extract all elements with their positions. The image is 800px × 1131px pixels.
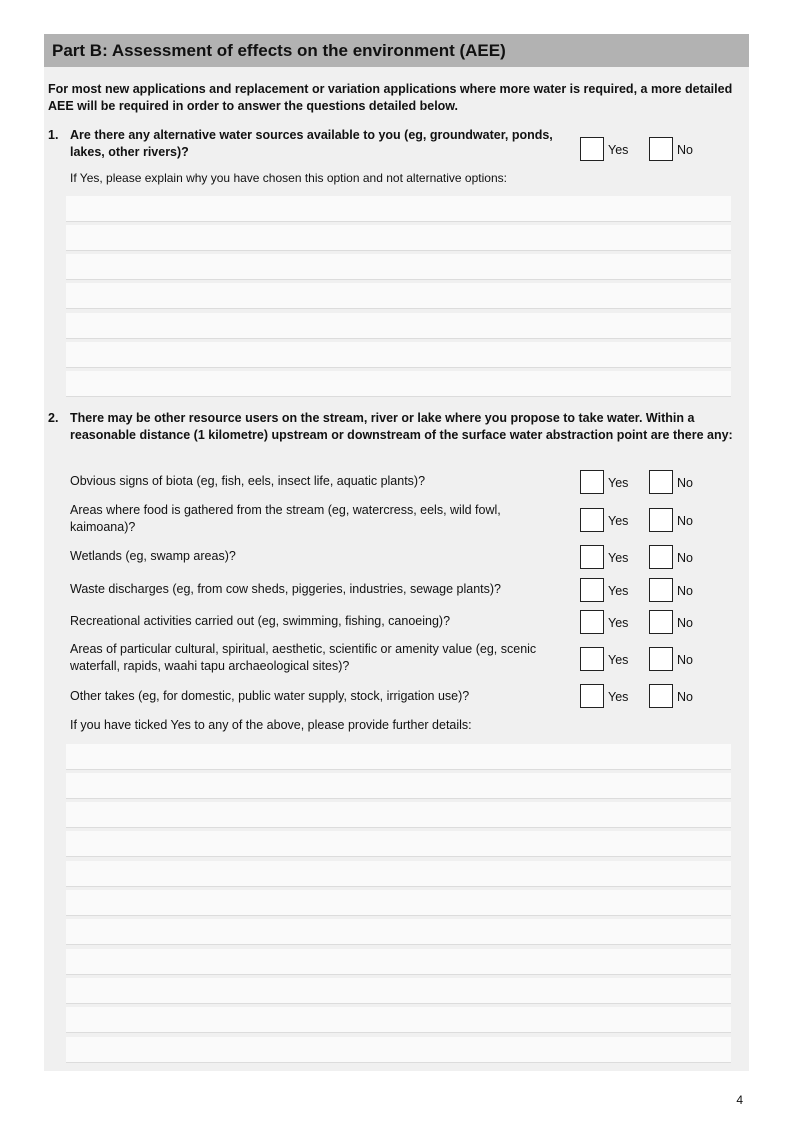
q2-item-yes-label: Yes [608,514,629,528]
section-title: Part B: Assessment of effects on the environment (AEE) [44,34,749,67]
q1-answer-line[interactable] [66,342,731,368]
q1-answer-line[interactable] [66,313,731,339]
q2-answer-line[interactable] [66,861,731,887]
q2-item-no-checkbox[interactable] [649,578,673,602]
q2-item-no-checkbox[interactable] [649,508,673,532]
q2-item-no-checkbox[interactable] [649,647,673,671]
q2-item-no-label: No [677,551,693,565]
intro-text: For most new applications and replacement or variation applications where more water is required, a more detailed AEE will be required in order to answer the questions detailed below. [48,82,733,113]
q1-followup: If Yes, please explain why you have chosen this option and not alternative options: [70,171,507,185]
q2-item-no-label: No [677,653,693,667]
q2-item-label: Areas where food is gathered from the stream (eg, watercress, eels, wild fowl, kaimoana)? [70,503,501,534]
q2-item-yes-checkbox[interactable] [580,470,604,494]
q2-item-no-checkbox[interactable] [649,610,673,634]
q1-answer-line[interactable] [66,283,731,309]
q2-answer-line[interactable] [66,802,731,828]
q2-item-no-checkbox[interactable] [649,684,673,708]
q2-item-yes-label: Yes [608,616,629,630]
q2-answer-line[interactable] [66,978,731,1004]
q2-item-label: Recreational activities carried out (eg, swimming, fishing, canoeing)? [70,614,451,628]
q2-item-label: Waste discharges (eg, from cow sheds, piggeries, industries, sewage plants)? [70,582,501,596]
q2-item-no-checkbox[interactable] [649,470,673,494]
q1-no-label: No [677,143,693,157]
page-number: 4 [736,1093,743,1107]
q2-item-no-label: No [677,514,693,528]
q2-item-no-label: No [677,616,693,630]
q2-answer-line[interactable] [66,831,731,857]
q2-item-yes-label: Yes [608,584,629,598]
q2-item-no-checkbox[interactable] [649,545,673,569]
q2-item-yes-checkbox[interactable] [580,610,604,634]
q2-item-no-label: No [677,476,693,490]
q2-number: 2. [48,411,59,425]
q1-no-checkbox[interactable] [649,137,673,161]
q2-item-yes-checkbox[interactable] [580,578,604,602]
q2-answer-line[interactable] [66,773,731,799]
q2-followup: If you have ticked Yes to any of the above, please provide further details: [70,718,472,732]
q2-item-no-label: No [677,584,693,598]
q2-item-yes-checkbox[interactable] [580,647,604,671]
q1-question: Are there any alternative water sources available to you (eg, groundwater, ponds, lakes, other rivers)? [70,128,553,159]
q1-answer-line[interactable] [66,254,731,280]
q2-item-yes-label: Yes [608,653,629,667]
q2-item-yes-checkbox[interactable] [580,684,604,708]
q1-answer-line[interactable] [66,196,731,222]
q1-number: 1. [48,128,59,142]
q2-answer-line[interactable] [66,949,731,975]
q2-item-yes-checkbox[interactable] [580,508,604,532]
q2-item-label: Areas of particular cultural, spiritual, aesthetic, scientific or amenity value (eg, scenic waterfall, rapids, waahi tapu archaeological sites)? [70,642,537,673]
q2-item-yes-label: Yes [608,476,629,490]
q2-item-no-label: No [677,690,693,704]
q2-item-label: Wetlands (eg, swamp areas)? [70,549,236,563]
q2-answer-line[interactable] [66,1007,731,1033]
q2-answer-line[interactable] [66,1037,731,1063]
q2-item-yes-label: Yes [608,690,629,704]
q2-answer-line[interactable] [66,890,731,916]
q2-item-yes-label: Yes [608,551,629,565]
q2-item-label: Other takes (eg, for domestic, public water supply, stock, irrigation use)? [70,689,470,703]
q1-yes-checkbox[interactable] [580,137,604,161]
q2-item-label: Obvious signs of biota (eg, fish, eels, insect life, aquatic plants)? [70,474,426,488]
q2-question: There may be other resource users on the stream, river or lake where you propose to take water. Within a reasonable distance (1 kilometre) upstream or downstream of the surface water abstraction point are there any: [70,411,733,442]
q2-item-yes-checkbox[interactable] [580,545,604,569]
q2-answer-line[interactable] [66,744,731,770]
q1-yes-label: Yes [608,143,629,157]
q1-answer-line[interactable] [66,225,731,251]
q2-answer-line[interactable] [66,919,731,945]
q1-answer-line[interactable] [66,371,731,397]
